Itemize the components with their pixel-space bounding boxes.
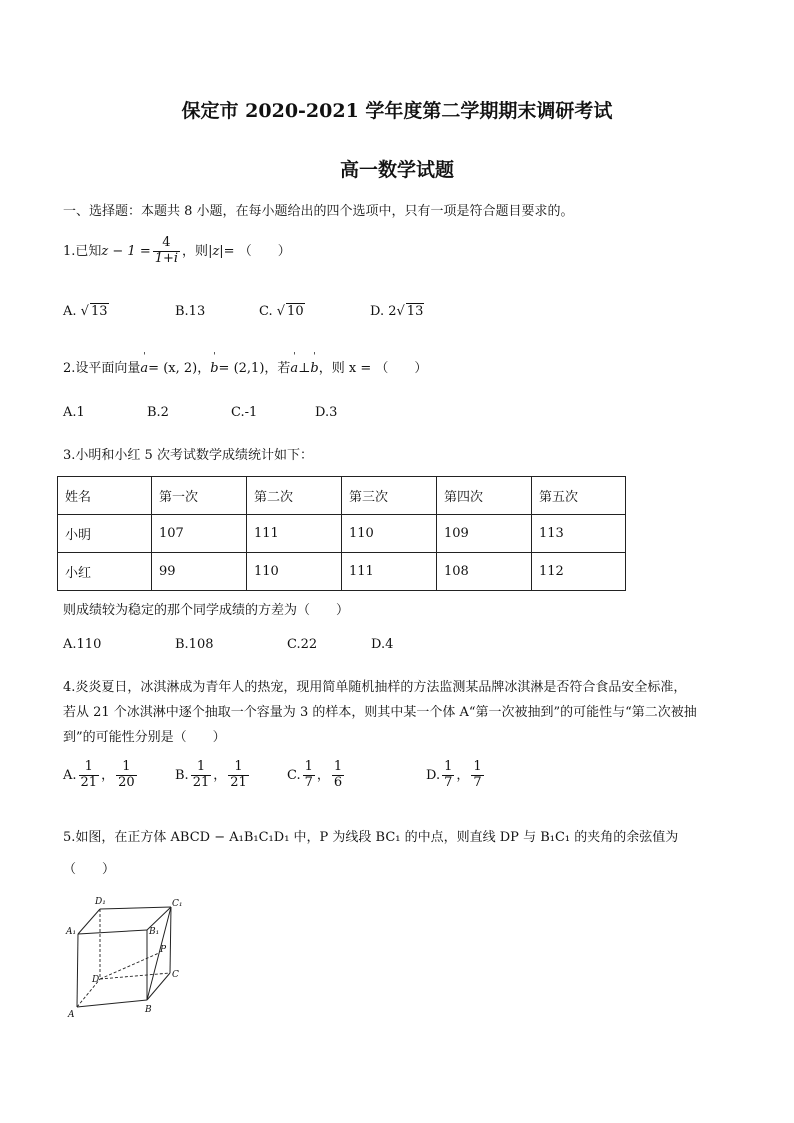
exam-subtitle: 高一数学试题: [339, 159, 454, 181]
q1-frac-den: 1+i: [154, 250, 179, 266]
table-cell: 小明: [58, 515, 152, 553]
frac-den: 6: [333, 774, 343, 790]
q4-option-c-label: C.: [287, 767, 301, 783]
cube-figure: [60, 890, 200, 1020]
frac-den: 21: [192, 774, 210, 790]
table-cell: 113: [532, 515, 626, 553]
q2-perp-symbol: ⊥: [298, 361, 311, 376]
q1-suffix: = （ ）: [223, 243, 291, 259]
label-C: C: [172, 970, 179, 980]
q1-option-c-label: C.: [259, 304, 273, 319]
q3-option-a: A.110: [63, 637, 102, 652]
q2-eq-b: = (2,1)，若: [218, 361, 291, 376]
q2-prefix: 2.设平面向量: [63, 361, 141, 376]
table-header-cell: 第三次: [342, 477, 437, 515]
q3-option-d: D.4: [371, 637, 394, 652]
separator: ，: [213, 767, 227, 783]
q1-option-d: D. 2√ 13: [370, 304, 424, 319]
q1-frac-num: 4: [153, 236, 180, 252]
q1-option-d-label: D. 2: [370, 304, 397, 319]
label-B1: B₁: [149, 927, 160, 937]
table-row: [58, 553, 626, 591]
q1-option-c-radicand: 10: [287, 304, 304, 319]
q3-option-c: C.22: [287, 637, 318, 652]
label-D1: D₁: [95, 897, 106, 907]
table-header-cell: 第四次: [437, 477, 532, 515]
q4-a-frac-1: [79, 760, 100, 791]
table-cell: 107: [152, 515, 247, 553]
label-P: P: [160, 945, 167, 955]
q2-eq-a: = (x, 2)，: [148, 361, 211, 376]
question-4-line-1: 4.炎炎夏日，冰淇淋成为青年人的热宠，现用简单随机抽样的方法监测某品牌冰淇淋是否符合食品安全标准，: [63, 680, 687, 695]
q4-a-frac-2: [116, 760, 137, 791]
question-3: 3.小明和小红 5 次考试数学成绩统计如下：: [63, 448, 313, 463]
q4-d-frac-1: [442, 760, 454, 791]
table-header-cell: 第五次: [532, 477, 626, 515]
frac-den: 20: [118, 774, 135, 790]
frac-num: 1: [79, 760, 100, 776]
q1-prefix: 1.已知: [63, 243, 102, 259]
question-5-line-1: 5.如图，在正方体 ABCD − A₁B₁C₁D₁ 中，P 为线段 BC₁ 的中点，则直线 DP 与 B₁C₁ 的夹角的余弦值为: [63, 830, 679, 845]
frac-num: 1: [473, 759, 482, 774]
question-1: [63, 236, 291, 267]
q1-mid: ，则: [182, 243, 209, 259]
scores-table: [57, 476, 626, 591]
frac-den: 21: [230, 774, 247, 790]
edge-A1D1: [78, 909, 100, 934]
q2-option-a: A.1: [63, 405, 85, 420]
frac-den: 7: [444, 774, 453, 790]
q4-option-d-label: D.: [426, 767, 441, 783]
table-cell: 108: [437, 553, 532, 591]
q4-option-a: [63, 760, 139, 791]
edge-AA1: [77, 934, 78, 1007]
table-cell: 110: [342, 515, 437, 553]
table-cell: 小红: [58, 553, 152, 591]
q4-option-c: [287, 760, 346, 791]
frac-den: 7: [304, 774, 313, 790]
q2-perp-a: ' a: [290, 361, 298, 376]
label-A1: A₁: [66, 927, 77, 937]
frac-den: 21: [80, 774, 98, 790]
q1-modulus: |z|: [208, 243, 224, 259]
question-4-line-2: 若从 21 个冰淇淋中逐个抽取一个容量为 3 的样本，则其中某一个体 A“第一次被抽到”的可能性与“第二次被抽: [63, 705, 697, 720]
table-cell: 111: [342, 553, 437, 591]
q4-option-b-label: B.: [175, 767, 189, 783]
table-row: [58, 515, 626, 553]
q4-d-frac-2: [471, 760, 483, 791]
frac-num: 1: [444, 759, 453, 774]
frac-num: 1: [116, 760, 137, 776]
frac-den: 7: [473, 774, 482, 790]
section-heading: 一、选择题：本题共 8 小题，在每小题给出的四个选项中，只有一项是符合题目要求的。: [63, 204, 574, 219]
q1-option-d-radicand: 13: [406, 304, 424, 319]
table-cell: 111: [247, 515, 342, 553]
frac-num: 1: [333, 759, 343, 774]
label-A: A: [68, 1010, 75, 1020]
table-cell: 110: [247, 553, 342, 591]
question-4-line-3: 到”的可能性分别是（ ）: [63, 730, 226, 745]
q2-vector-b: ' b: [210, 361, 218, 376]
q4-option-d: [426, 760, 486, 791]
edge-CC1: [170, 907, 171, 973]
q2-option-d: D.3: [315, 405, 338, 420]
q1-option-a: A. √ 13: [63, 304, 108, 319]
q4-option-a-label: A.: [63, 767, 77, 783]
q2-option-b: B.2: [147, 405, 169, 420]
separator: ，: [101, 767, 115, 783]
q4-c-frac-1: [303, 760, 315, 791]
q2-option-c: C.-1: [231, 405, 258, 420]
table-header-cell: 第一次: [152, 477, 247, 515]
q3-option-b: B.108: [175, 637, 214, 652]
table-cell: 109: [437, 515, 532, 553]
q1-option-c: C. √ 10: [259, 304, 304, 319]
q4-option-b: [175, 760, 251, 791]
q2-suffix: ，则 x = （ ）: [318, 361, 428, 376]
edge-D1C1: [100, 907, 171, 909]
table-header-cell: 第二次: [247, 477, 342, 515]
q1-eq-left: z − 1 =: [101, 243, 151, 259]
question-2: [63, 357, 427, 376]
q1-option-b: B.13: [175, 304, 206, 319]
table-header-cell: 姓名: [58, 477, 152, 515]
q4-b-frac-2: [228, 760, 249, 791]
edge-AB: [77, 1000, 147, 1007]
label-C1: C₁: [172, 899, 183, 909]
q1-fraction: [153, 236, 180, 267]
q2-perp-b: ' b: [310, 361, 318, 376]
label-B: B: [145, 1005, 152, 1015]
q4-c-frac-2: [332, 760, 344, 791]
frac-num: 1: [304, 759, 313, 774]
edge-A1B1: [78, 930, 147, 934]
q3-question: 则成绩较为稳定的那个同学成绩的方差为（ ）: [63, 603, 350, 618]
separator: ，: [456, 767, 470, 783]
q4-b-frac-1: [191, 760, 212, 791]
table-header-row: [58, 477, 626, 515]
q1-option-a-radicand: 13: [90, 304, 108, 319]
question-5-line-2: （ ）: [63, 862, 116, 877]
table-cell: 112: [532, 553, 626, 591]
q2-vector-a: ' a: [140, 361, 148, 376]
table-cell: 99: [152, 553, 247, 591]
exam-title: 保定市 2020-2021 学年度第二学期期末调研考试: [181, 100, 613, 122]
label-D: D: [92, 975, 100, 985]
q1-option-a-label: A.: [63, 304, 77, 319]
separator: ，: [316, 767, 330, 783]
frac-num: 1: [191, 760, 212, 776]
frac-num: 1: [228, 760, 249, 776]
